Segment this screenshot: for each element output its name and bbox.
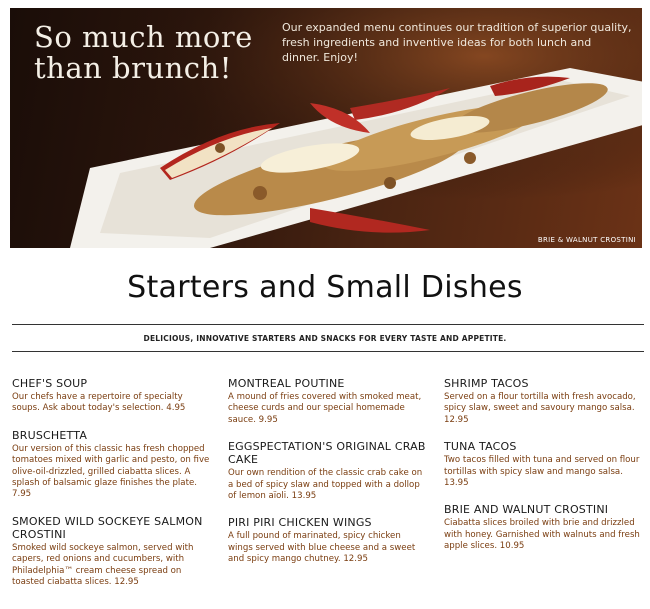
menu-item — [444, 377, 644, 426]
hero-blurb: Our expanded menu continues our tradition of superior quality, fresh ingredients and inventive ideas for both lunch and dinner. Enjoy! — [282, 21, 632, 64]
menu-item — [228, 516, 428, 565]
hero-headline — [34, 22, 284, 84]
menu-item — [444, 440, 644, 489]
menu-column-3 — [444, 377, 644, 567]
menu-item — [12, 515, 212, 589]
menu-item-name: CHEF'S SOUP — [12, 377, 88, 390]
section-tagline: DELICIOUS, INNOVATIVE STARTERS AND SNACKS FOR EVERY TASTE AND APPETITE. — [143, 334, 507, 343]
photo-caption: BRIE & WALNUT CROSTINI — [537, 236, 636, 244]
menu-item-name: PIRI PIRI CHICKEN WINGS — [228, 516, 372, 530]
hero-banner — [10, 8, 642, 248]
menu-column-2 — [228, 377, 428, 580]
menu-item-name: MONTREAL POUTINE — [228, 377, 345, 390]
menu-column-1 — [12, 377, 212, 602]
menu-item-description: Ciabatta slices broiled with brie and drizzled with honey. Garnished with walnuts and fresh apple slices. 10.95 — [444, 518, 640, 552]
menu-item-name: BRUSCHETTA — [12, 428, 88, 442]
menu-item-name: SHRIMP TACOS — [444, 377, 529, 390]
menu-item-name: TUNA TACOS — [444, 440, 517, 454]
menu-item-description: Our own rendition of the classic crab cake on a bed of spicy slaw and topped with a dollop of lemon aïoli. 13.95 — [228, 468, 423, 502]
divider-top — [12, 324, 644, 325]
menu-item — [228, 377, 428, 426]
menu-item-description: Two tacos filled with tuna and served on flour tortillas with spicy slaw and mango salsa. 13.95 — [444, 455, 640, 489]
menu-item — [12, 377, 212, 415]
menu-item-name: SMOKED WILD SOCKEYE SALMON CROSTINI — [12, 514, 203, 541]
menu-item-description: Our version of this classic has fresh chopped tomatoes mixed with garlic and pesto, on five olive-oil-drizzled, grilled ciabatta slices. A splash of balsamic glaze finishes the plate. 7.95 — [12, 443, 210, 500]
section-title: Starters and Small Dishes — [127, 270, 523, 305]
menu-item-description: A mound of fries covered with smoked meat, cheese curds and our special homemade sauce. 9.95 — [228, 392, 422, 425]
menu-item — [228, 440, 428, 502]
menu-item — [12, 429, 212, 501]
menu-item-name: EGGSPECTATION'S ORIGINAL CRAB CAKE — [228, 440, 426, 467]
hero-headline-line2: than brunch! — [34, 51, 232, 85]
menu-item-description: Served on a flour tortilla with fresh avocado, spicy slaw, sweet and savoury mango salsa. 12.95 — [444, 392, 636, 425]
menu-item-description: Smoked wild sockeye salmon, served with capers, red onions and cucumbers, with Philadelphia™ cream cheese spread on toasted ciabatta slices. 12.95 — [12, 542, 194, 588]
menu-item-description: A full pound of marinated, spicy chicken wings served with blue cheese and a sweet and spicy mango chutney. 12.95 — [228, 531, 416, 565]
menu-item-description: Our chefs have a repertoire of specialty soups. Ask about today's selection. 4.95 — [12, 392, 186, 414]
menu-item-name: BRIE AND WALNUT CROSTINI — [444, 503, 609, 517]
divider-bottom — [12, 351, 644, 352]
menu-item — [444, 503, 644, 552]
hero-headline-line1: So much more — [34, 20, 253, 54]
